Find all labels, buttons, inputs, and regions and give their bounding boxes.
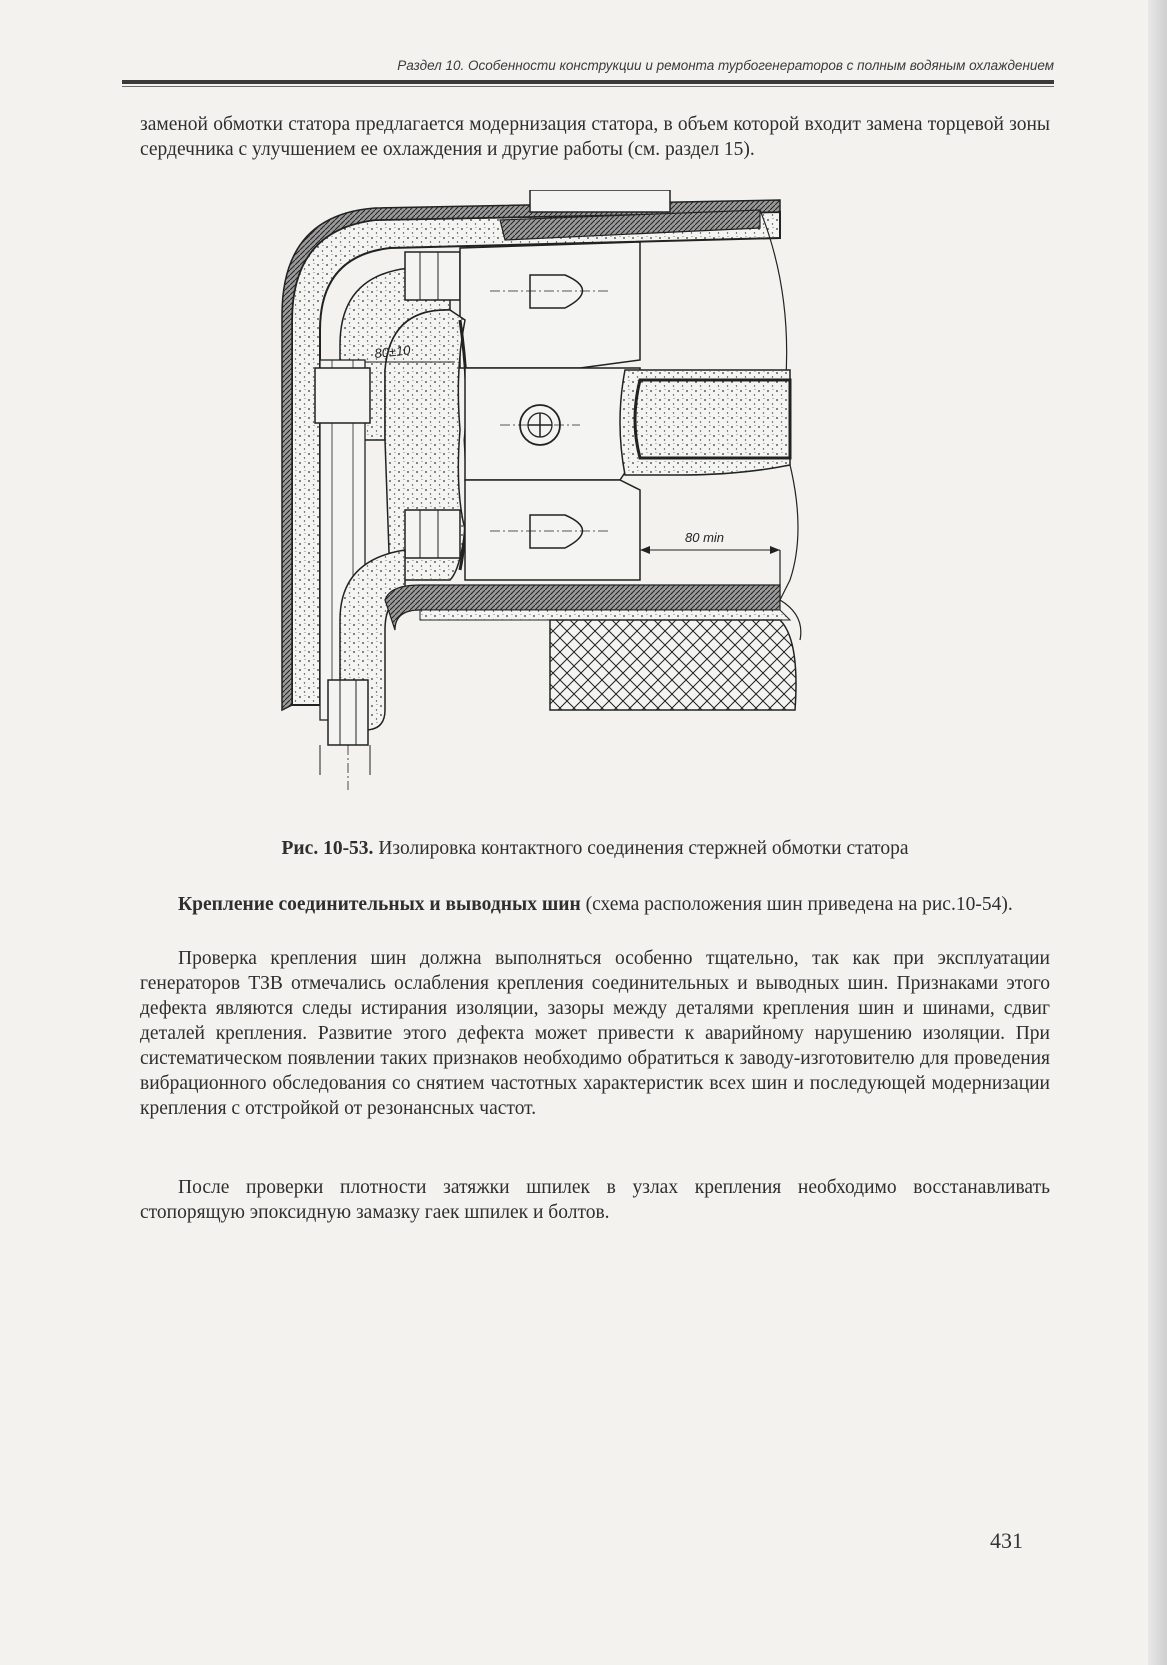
- body-paragraph-3: После проверки плотности затяжки шпилек в узлах крепления необходимо восстанавливать стопорящую эпоксидную замазку гаек шпилек и болтов.: [140, 1177, 1050, 1223]
- top-block: [530, 190, 670, 212]
- intro-paragraph: заменой обмотки статора предлагается модернизация статора, в объем которой входит замена торцевой зоны сердечника с улучшением ее охлаждения и другие работы (см. раздел 15).: [140, 114, 1050, 160]
- stator-core: [550, 620, 796, 710]
- caption-label: Рис. 10-53.: [281, 838, 374, 859]
- lower-cone: [530, 515, 583, 548]
- running-header: Раздел 10. Особенности конструкции и ремонта турбогенераторов с полным водяным охлаждением: [397, 58, 1054, 73]
- scan-edge: [1148, 0, 1167, 1665]
- upper-cone: [530, 275, 583, 308]
- section-heading: Крепление соединительных и выводных шин: [178, 894, 581, 915]
- section-heading-text: (схема расположения шин приведена на рис.10-54).: [580, 894, 1013, 915]
- insulation-drawing: [280, 190, 860, 810]
- upper-sleeve: [405, 252, 460, 300]
- section-paragraph: [140, 892, 1050, 917]
- caption-text: Изолировка контактного соединения стержней обмотки статора: [373, 838, 909, 859]
- dimension-label-1: 80±10: [373, 342, 412, 361]
- dimension-label-2: 80 min: [685, 530, 725, 545]
- figure-caption: [140, 838, 1050, 860]
- header-rule-thin: [122, 86, 1054, 87]
- bottom-terminal: [328, 680, 368, 745]
- body-paragraph-2: Проверка крепления шин должна выполняться особенно тщательно, так как при эксплуатации генераторов ТЗВ отмечались ослабления крепления соединительных и выводных шин. Признаками этого дефекта являются следы истирания изоляции, зазоры между деталями крепления шин и шинами, сдвиг деталей крепления. Развитие этого дефекта может привести к аварийному нарушению изоляции. При систематическом появлении таких признаков необходимо обратиться к заводу-изготовителю для проведения вибрационного обследования со снятием частотных характеристик всех шин и последующей модернизации крепления с отстройкой от резонансных частот.: [140, 948, 1050, 1119]
- header-rule: [122, 80, 1054, 84]
- page-number: 431: [990, 1528, 1023, 1553]
- lower-sleeve: [405, 510, 460, 558]
- conductor-clamp: [315, 368, 370, 423]
